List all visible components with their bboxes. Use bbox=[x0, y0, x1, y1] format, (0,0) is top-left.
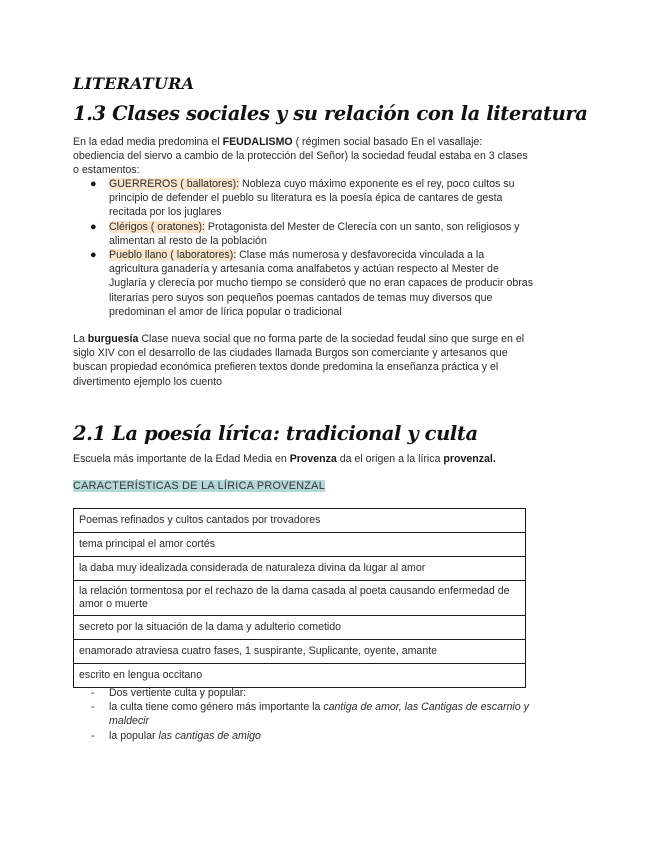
table-row bbox=[74, 664, 526, 688]
estamento-label: Pueblo llano ( laboratores): bbox=[109, 249, 237, 262]
table-cell: Poemas refinados y cultos cantados por trovadores bbox=[74, 509, 526, 533]
list-item bbox=[73, 729, 535, 743]
table-cell: tema principal el amor cortés bbox=[74, 533, 526, 557]
estamento-text: Nobleza cuyo máximo exponente es el rey, poco cultos su principio de defender el pueblo su literatura es la poesía épica de cantares de gesta recitada por los juglares bbox=[109, 178, 515, 219]
estamento-label: GUERREROS ( ballatores): bbox=[109, 178, 240, 190]
table-cell: enamorado atraviesa cuatro fases, 1 suspirante, Suplicante, oyente, amante bbox=[74, 640, 526, 664]
characteristics-title-text: CARACTERÍSTICAS DE LA LÍRICA PROVENZAL bbox=[73, 480, 325, 492]
burguesia-text-pre: La bbox=[73, 333, 88, 345]
table-row bbox=[74, 616, 526, 640]
notes-list bbox=[73, 686, 535, 743]
table-cell: la relación tormentosa por el rechazo de la dama casada al poeta causando enfermedad de amor o muerte bbox=[74, 581, 526, 616]
document-title: LITERATURA bbox=[73, 74, 195, 93]
table-row bbox=[74, 640, 526, 664]
note-italic-text: cantiga de amor, las Cantigas de escarnio y maldecir bbox=[109, 701, 529, 728]
dash-icon: - bbox=[91, 701, 95, 714]
estamento-text: Clase más numerosa y desfavorecida vinculada a la agricultura ganadería y artesanía coma analfabetos y actúan respecto al Mester de Juglaría y clerecía por mucho tiempo se consideró que no eran capaces de producir obras literarias pero suyos son pequeños poemas cantados de temas muy diversos que predominan el amor de lírica popular o tradicional bbox=[109, 249, 533, 318]
list-item-clerigos bbox=[73, 220, 535, 248]
table-cell: secreto por la situación de la dama y adulterio cometido bbox=[74, 616, 526, 640]
bullet-icon: ● bbox=[90, 178, 97, 190]
provenza-paragraph bbox=[73, 452, 533, 466]
feudalismo-paragraph bbox=[73, 135, 533, 178]
list-item bbox=[73, 700, 535, 728]
note-text: la popular bbox=[109, 729, 159, 742]
table-cell: la daba muy idealizada considerada de naturaleza divina da lugar al amor bbox=[74, 557, 526, 581]
dash-icon: - bbox=[91, 729, 95, 742]
note-text: la culta tiene como género más importante la bbox=[109, 701, 324, 714]
table-row bbox=[74, 581, 526, 616]
feudalismo-term: FEUDALISMO bbox=[222, 136, 293, 148]
burguesia-paragraph bbox=[73, 332, 533, 389]
section-heading-2-1: 2.1 La poesía lírica: tradicional y culta bbox=[73, 422, 478, 445]
note-italic-text: las cantigas de amigo bbox=[158, 729, 261, 742]
burguesia-text-post: Clase nueva social que no forma parte de la sociedad feudal sino que surge en el siglo XIV con el desarrollo de las ciudades llamada Burgos son comerciante y artesanos que buscan propiedad económica prefieren textos donde predomina la enseñanza práctica y el divertimento ejemplo los cuento bbox=[73, 333, 525, 388]
provenza-text-pre: Escuela más importante de la Edad Media en bbox=[73, 453, 290, 465]
list-item-pueblo-llano bbox=[73, 248, 535, 319]
characteristics-table bbox=[73, 508, 526, 688]
dash-icon: - bbox=[91, 687, 95, 699]
characteristics-title bbox=[73, 480, 325, 492]
intro-text-post: ( régimen social basado En el vasallaje: obediencia del siervo a cambio de la protección del Señor) la sociedad feudal estaba en 3 clases o estamentos: bbox=[73, 136, 528, 177]
provenzal-term: provenzal. bbox=[443, 453, 496, 465]
burguesia-term: burguesía bbox=[87, 333, 139, 345]
provenza-text-mid: da el origen a la lírica bbox=[336, 453, 444, 465]
table-cell: escrito en lengua occitano bbox=[74, 664, 526, 688]
list-item bbox=[73, 686, 535, 700]
bullet-icon: ● bbox=[90, 249, 97, 262]
provenza-term: Provenza bbox=[289, 453, 337, 465]
estamento-text: Protagonista del Mester de Clerecía con un santo, son religiosos y alimentan al resto de la población bbox=[109, 220, 520, 247]
note-text: Dos vertiente culta y popular: bbox=[109, 687, 247, 699]
section-heading-1-3: 1.3 Clases sociales y su relación con la literatura bbox=[73, 102, 588, 125]
estamento-label: Clérigos ( oratones): bbox=[109, 220, 205, 233]
estamentos-list bbox=[73, 177, 535, 319]
table-row bbox=[74, 533, 526, 557]
list-item-guerreros bbox=[73, 177, 535, 220]
intro-text-pre: En la edad media predomina el bbox=[73, 136, 223, 148]
table-row bbox=[74, 509, 526, 533]
bullet-icon: ● bbox=[90, 220, 97, 233]
table-row bbox=[74, 557, 526, 581]
